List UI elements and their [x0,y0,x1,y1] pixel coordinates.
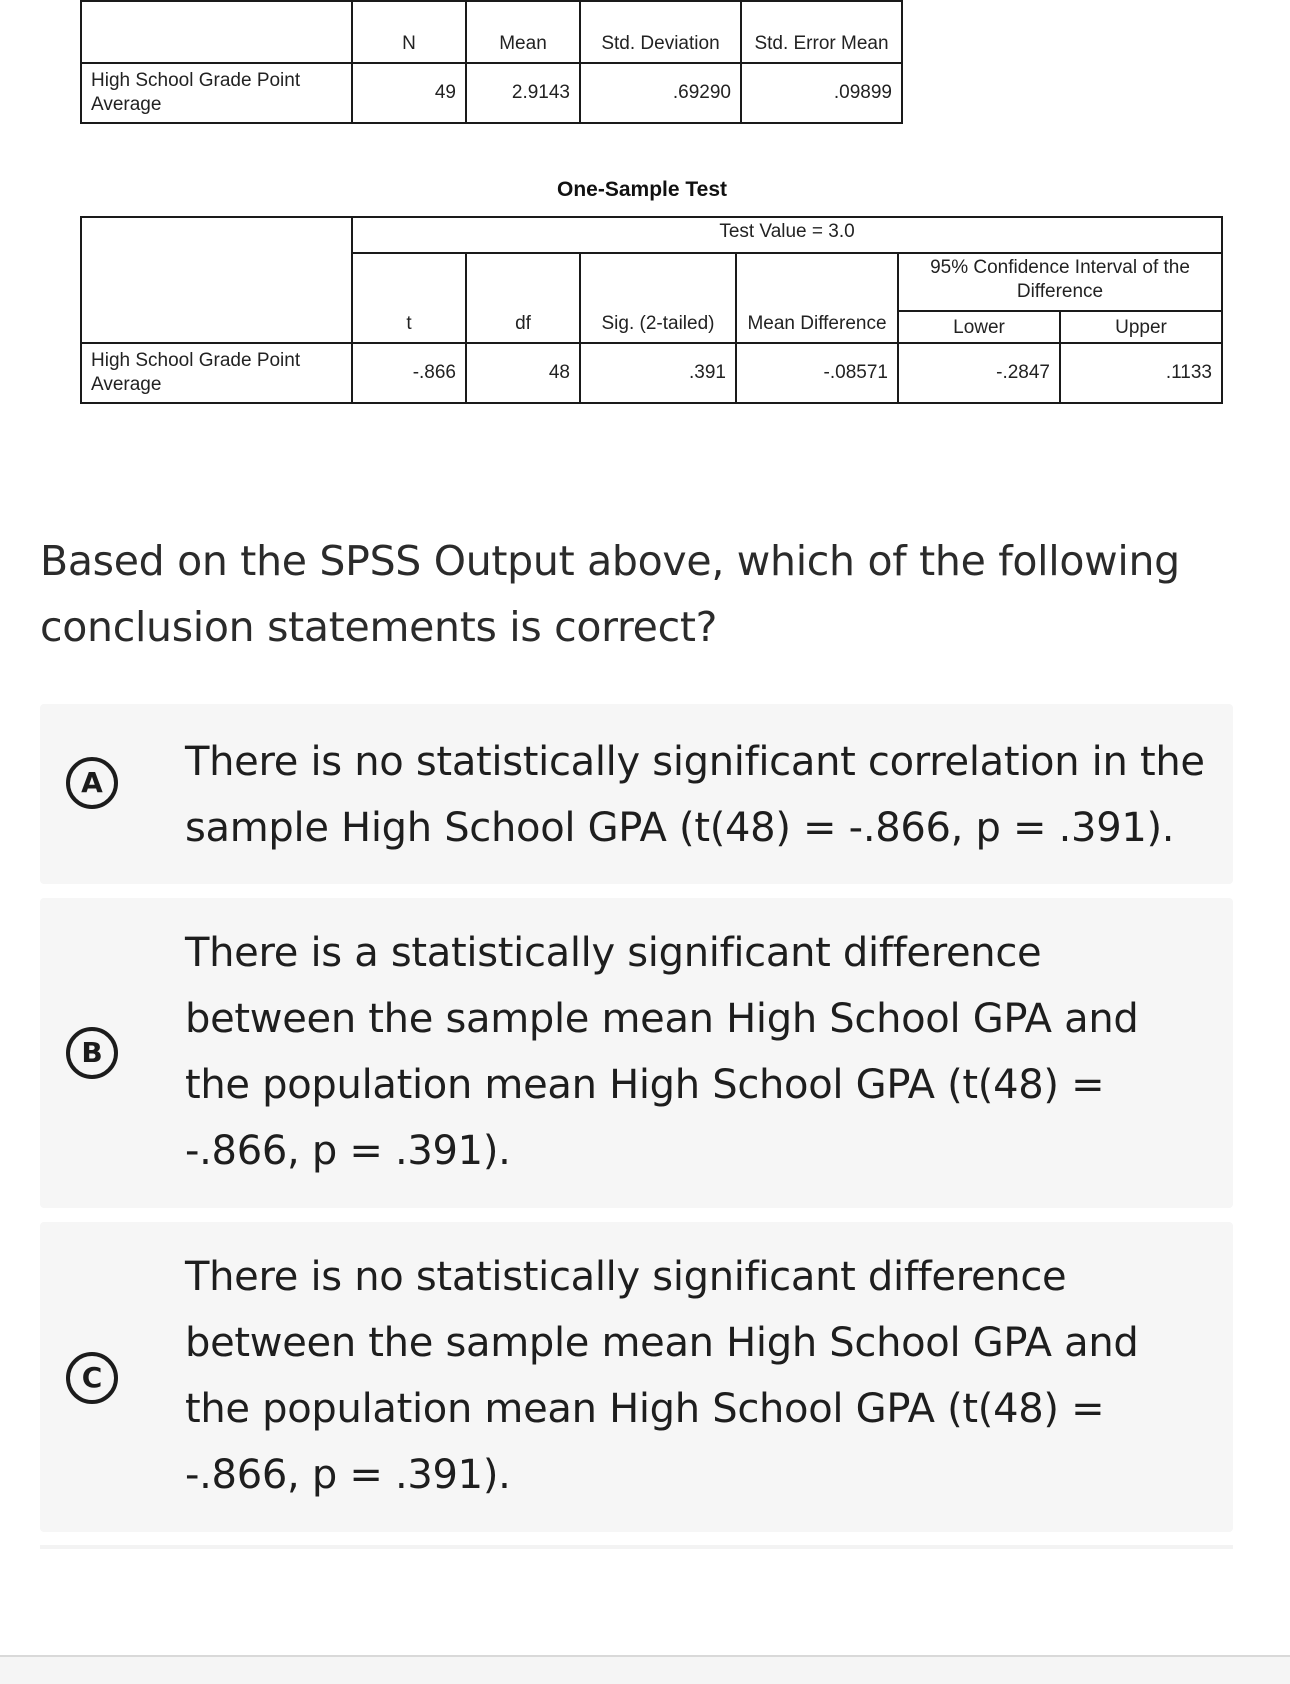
bottom-bar [0,1655,1290,1684]
test-header-ci-upper: Upper [1060,311,1222,343]
options-bottom-divider [40,1545,1233,1549]
test-value-label: Test Value = 3.0 [352,217,1222,253]
option-c-letter-icon[interactable]: C [66,1352,118,1404]
test-value-ci-upper: .1133 [1060,343,1222,403]
test-header-df: df [466,253,580,343]
option-a-letter-icon[interactable]: A [66,757,118,809]
test-value-ci-lower: -.2847 [898,343,1060,403]
stats-header-n: N [352,1,466,63]
stats-value-std-deviation: .69290 [580,63,741,123]
test-header-blank [81,217,352,343]
test-row-label: High School Grade Point Average [81,343,352,403]
test-header-ci-lower: Lower [898,311,1060,343]
stats-header-std-error-mean: Std. Error Mean [741,1,902,63]
one-sample-statistics-table [80,0,903,124]
stats-header-std-deviation: Std. Deviation [580,1,741,63]
test-header-mean-difference: Mean Difference [736,253,898,343]
test-header-t: t [352,253,466,343]
one-sample-test-title: One-Sample Test [557,178,727,201]
option-b-letter-icon[interactable]: B [66,1027,118,1079]
test-header-sig: Sig. (2-tailed) [580,253,736,343]
stats-header-mean: Mean [466,1,580,63]
stats-row-label: High School Grade Point Average [81,63,352,123]
stats-value-std-error-mean: .09899 [741,63,902,123]
test-value-df: 48 [466,343,580,403]
option-c-text[interactable]: There is no statistically significant difference between the sample mean High School GPA and the population mean High School GPA (t(48) = -.866, p = .391). [185,1254,1139,1498]
one-sample-test-table [80,216,1223,404]
test-value-sig: .391 [580,343,736,403]
stats-header-blank [81,1,352,63]
option-a-text[interactable]: There is no statistically significant correlation in the sample High School GPA (t(48) = -.866, p = .391). [185,739,1205,851]
test-value-t: -.866 [352,343,466,403]
test-header-ci-group: 95% Confidence Interval of the Difference [898,253,1222,311]
test-value-mean-difference: -.08571 [736,343,898,403]
stats-value-mean: 2.9143 [466,63,580,123]
stats-value-n: 49 [352,63,466,123]
question-text: Based on the SPSS Output above, which of the following conclusion statements is correct? [40,537,1180,651]
option-b-text[interactable]: There is a statistically significant difference between the sample mean High School GPA and the population mean High School GPA (t(48) = -.866, p = .391). [185,930,1139,1174]
